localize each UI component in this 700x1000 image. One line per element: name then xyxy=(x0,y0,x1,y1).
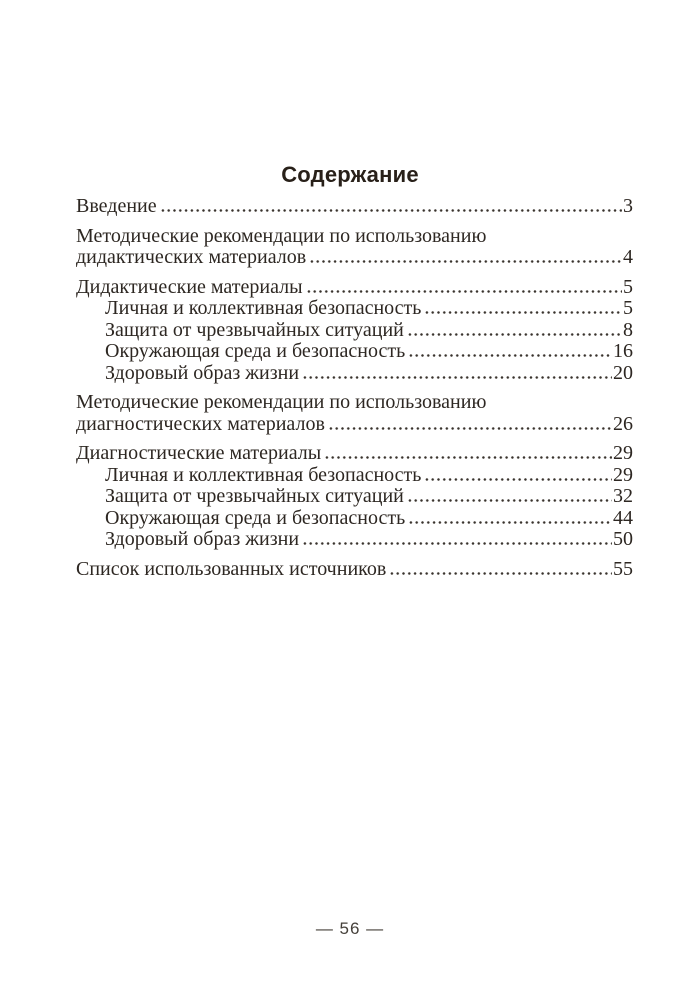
toc-page-number: 29 xyxy=(613,463,633,486)
toc-entry xyxy=(76,529,633,551)
toc-entry xyxy=(76,465,633,487)
toc-line xyxy=(76,392,633,414)
toc-line xyxy=(76,196,633,218)
toc-line xyxy=(105,341,633,363)
toc-line xyxy=(76,277,633,299)
toc-page-number: 4 xyxy=(623,246,633,268)
dot-leader xyxy=(306,290,622,293)
dot-leader xyxy=(302,542,612,545)
toc-entry-label: Защита от чрезвычайных ситуаций xyxy=(105,485,404,507)
toc-entry-label: Личная и коллективная безопасность xyxy=(105,297,422,319)
toc-page-number: 5 xyxy=(623,297,633,319)
toc-entry-label: Методические рекомендации по использованию xyxy=(76,391,487,413)
toc-page-number: 3 xyxy=(623,195,633,217)
toc-page-number: 55 xyxy=(613,557,633,580)
toc-entry xyxy=(76,298,633,320)
toc-page-number: 26 xyxy=(613,412,633,435)
dot-leader xyxy=(408,354,612,357)
toc-line xyxy=(76,247,633,269)
toc-line xyxy=(105,298,633,320)
toc-entry xyxy=(76,443,633,465)
toc-entry xyxy=(76,392,633,435)
toc-entry-label: диагностических материалов xyxy=(76,412,325,435)
toc-line xyxy=(105,363,633,385)
toc-line xyxy=(76,226,633,248)
toc-entry-label: Окружающая среда и безопасность xyxy=(105,506,406,529)
toc-page-number: 29 xyxy=(613,442,633,464)
dot-leader xyxy=(389,572,612,575)
toc-line xyxy=(105,465,633,487)
toc-list xyxy=(76,196,633,580)
toc-entry xyxy=(76,363,633,385)
toc-entry-label: Защита от чрезвычайных ситуаций xyxy=(105,318,404,341)
toc-entry xyxy=(76,226,633,269)
toc-line xyxy=(105,508,633,530)
dot-leader xyxy=(408,521,612,524)
dot-leader xyxy=(407,499,612,502)
toc-entry-label: Окружающая среда и безопасность xyxy=(105,340,406,362)
page-footer-number: — 56 — xyxy=(315,919,385,938)
toc-entry-label: Введение xyxy=(76,195,157,217)
toc-page-number: 32 xyxy=(613,485,633,507)
toc-entry-label: Здоровый образ жизни xyxy=(105,528,300,550)
dot-leader xyxy=(407,333,622,336)
toc-entry xyxy=(76,486,633,508)
page-title: Содержание xyxy=(281,162,419,187)
toc-line xyxy=(76,443,633,465)
toc-entry-label: Здоровый образ жизни xyxy=(105,361,300,384)
toc-entry xyxy=(76,508,633,530)
toc-entry-label: Диагностические материалы xyxy=(76,442,322,464)
toc-page-number: 5 xyxy=(623,275,633,298)
toc-entry xyxy=(76,320,633,342)
toc-entry-label: Методические рекомендации по использованию xyxy=(76,224,487,247)
toc-entry-label: Личная и коллективная безопасность xyxy=(105,463,422,486)
toc-entry xyxy=(76,341,633,363)
toc-entry-label: дидактических материалов xyxy=(76,246,307,268)
toc-page-number: 16 xyxy=(613,340,633,362)
toc-entry-label: Список использованных источников xyxy=(76,557,387,580)
dot-leader xyxy=(424,311,622,314)
toc-line xyxy=(105,486,633,508)
toc-line xyxy=(105,320,633,342)
toc-page-number: 44 xyxy=(613,506,633,529)
dot-leader xyxy=(324,456,612,459)
toc-entry xyxy=(76,277,633,299)
toc-entry xyxy=(76,559,633,581)
toc-entry-label: Дидактические материалы xyxy=(76,275,303,298)
toc-page-number: 20 xyxy=(613,361,633,384)
toc-page-number: 8 xyxy=(623,318,633,341)
toc-line xyxy=(76,559,633,581)
toc-line xyxy=(76,414,633,436)
toc-page-number: 50 xyxy=(613,528,633,550)
dot-leader xyxy=(424,478,612,481)
dot-leader xyxy=(302,376,612,379)
toc-entry xyxy=(76,196,633,218)
dot-leader xyxy=(328,427,612,430)
dot-leader xyxy=(160,209,622,212)
dot-leader xyxy=(309,260,622,263)
toc-line xyxy=(105,529,633,551)
